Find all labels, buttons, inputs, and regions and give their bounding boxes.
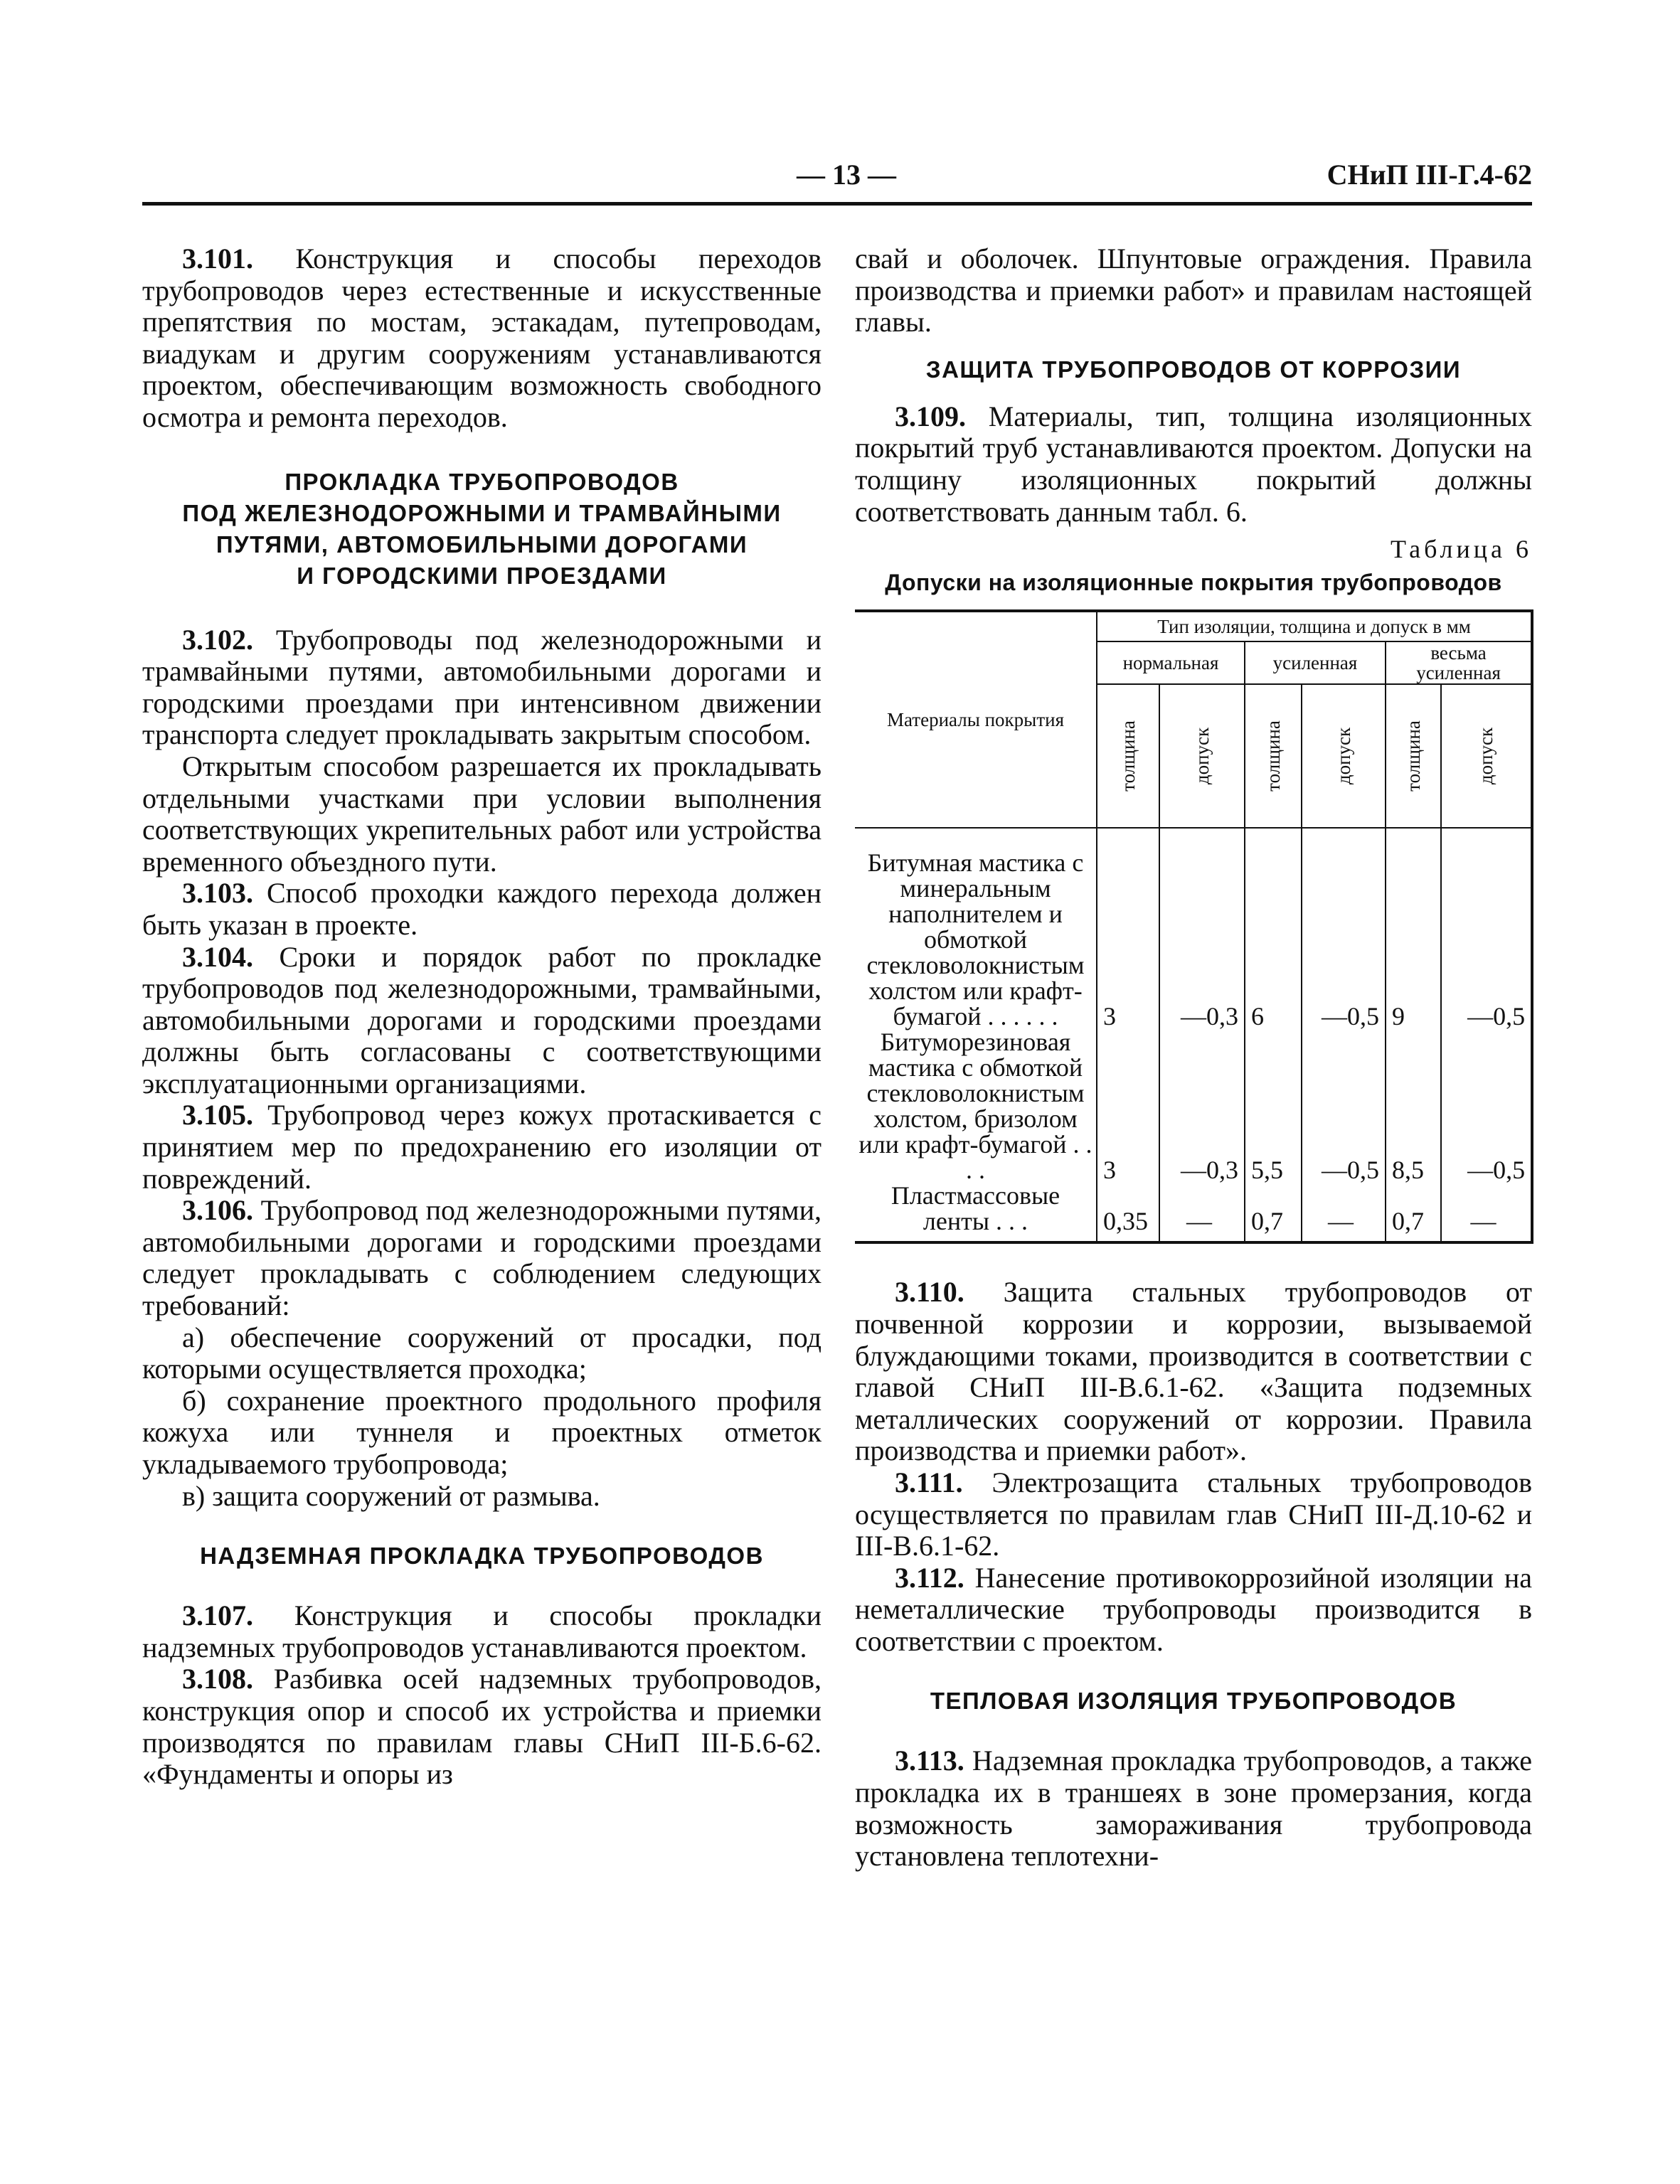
clause-number: 3.105.: [182, 1099, 253, 1131]
clause-number: 3.104.: [182, 940, 253, 973]
document-code: СНиП III-Г.4-62: [1327, 159, 1532, 191]
thickness-cell: 3: [1097, 850, 1159, 1029]
table-title: Допуски на изоляционные покрытия трубопроводов: [885, 569, 1502, 595]
tolerance-cell: —0,5: [1441, 1029, 1532, 1183]
paragraph-3-111: [855, 1467, 1532, 1562]
material-column-header: Материалы покрытия: [855, 611, 1097, 828]
clause-number: 3.101.: [182, 243, 253, 275]
clause-number: 3.111.: [895, 1466, 963, 1498]
tolerance-table: [855, 609, 1533, 1244]
tolerance-cell: —: [1159, 1183, 1245, 1242]
paragraph-text: Надземная прокладка трубопроводов, а также прокладка их в траншеях в зоне промерзания, когда возможность замораживания трубопровода установлена теплотехни-: [855, 1744, 1532, 1873]
paragraph-3-105: [142, 1099, 822, 1195]
heading-line: ПУТЯМИ, АВТОМОБИЛЬНЫМИ ДОРОГАМИ: [216, 531, 748, 558]
list-item-c: в) защита сооружений от размыва.: [182, 1479, 600, 1512]
paragraph-3-102: [142, 624, 822, 751]
clause-number: 3.108.: [182, 1663, 253, 1695]
paragraph-3-108: [142, 1663, 822, 1790]
thickness-cell: 3: [1097, 1029, 1159, 1183]
paragraph-text: Конструкция и способы переходов трубопроводов через естественные и искусственные препятствия по мостам, эстакадам, путепроводам, виадукам и другим сооружениям устанавливаются проектом, обеспечивающим возможность свободного осмотра и ремонта переходов.: [142, 243, 822, 433]
paragraph-3-107: [142, 1600, 822, 1663]
clause-number: 3.102.: [182, 623, 253, 656]
header-rule: [142, 202, 1532, 206]
paragraph-text: Нанесение противокоррозийной изоляции на неметаллические трубопроводы производится в соответствии с проектом.: [855, 1561, 1532, 1657]
thickness-cell: 8,5: [1386, 1029, 1441, 1183]
tolerance-cell: —0,5: [1441, 850, 1532, 1029]
heading-line: И ГОРОДСКИМИ ПРОЕЗДАМИ: [297, 562, 667, 589]
table-row: [855, 1029, 1532, 1183]
clause-number: 3.112.: [895, 1561, 964, 1594]
type-reinforced-header: усиленная: [1245, 641, 1386, 684]
section-heading-aboveground: НАДЗЕМНАЯ ПРОКЛАДКА ТРУБОПРОВОДОВ: [200, 1543, 764, 1570]
clause-number: 3.106.: [182, 1194, 253, 1227]
paragraph-3-103: [142, 878, 822, 941]
material-cell: Битуморезиновая мастика с обмоткой стекловолокнистым холстом, бризолом или крафт-бумагой . . . .: [855, 1029, 1097, 1183]
page-number: — 13 —: [797, 159, 896, 191]
tolerance-header: допуск: [1159, 684, 1245, 828]
paragraph-text: Материалы, тип, толщина изоляционных покрытий труб устанавливаются проектом. Допуски на толщину изоляционных покрытий должны соответствовать данным табл. 6.: [855, 400, 1532, 528]
clause-number: 3.109.: [895, 400, 966, 432]
paragraph-3-108-cont: свай и оболочек. Шпунтовые ограждения. Правила производства и приемки работ» и правилам настоящей главы.: [855, 243, 1532, 339]
left-column: [142, 243, 822, 1791]
section-heading-crossings: [142, 467, 822, 592]
tolerance-cell: —: [1441, 1183, 1532, 1242]
thickness-cell: 9: [1386, 850, 1441, 1029]
thickness-header: толщина: [1245, 684, 1302, 828]
paragraph-text: Трубопроводы под железнодорожными и трамвайными путями, автомобильными дорогами и городскими проездами при интенсивном движении транспорта следует прокладывать закрытым способом.: [142, 623, 822, 751]
insulation-type-header: Тип изоляции, толщина и допуск в мм: [1097, 611, 1532, 641]
list-item-b: б) сохранение проектного продольного профиля кожуха или туннеля и проектных отметок укладываемого трубопровода;: [142, 1384, 822, 1480]
type-normal-header: нормальная: [1097, 641, 1245, 684]
heading-line: ПРОКЛАДКА ТРУБОПРОВОДОВ: [285, 468, 679, 495]
clause-number: 3.107.: [182, 1599, 253, 1632]
paragraph-text: Конструкция и способы прокладки надземных трубопроводов устанавливаются проектом.: [142, 1599, 822, 1663]
right-column: [855, 243, 1532, 1873]
tolerance-header: допуск: [1302, 684, 1386, 828]
paragraph-3-109: [855, 401, 1532, 528]
section-heading-thermal: ТЕПЛОВАЯ ИЗОЛЯЦИЯ ТРУБОПРОВОДОВ: [930, 1688, 1457, 1715]
tolerance-cell: —0,3: [1159, 850, 1245, 1029]
thickness-header: толщина: [1386, 684, 1441, 828]
paragraph-3-102-cont: Открытым способом разрешается их прокладывать отдельными участками при условии выполнения соответствующих укрепительных работ или устройства временного объездного пути.: [142, 750, 822, 878]
list-item-a: а) обеспечение сооружений от просадки, под которыми осуществляется проходка;: [142, 1321, 822, 1385]
paragraph-text: Способ проходки каждого перехода должен быть указан в проекте.: [142, 877, 822, 941]
thickness-cell: 6: [1245, 850, 1302, 1029]
tolerance-cell: —0,3: [1159, 1029, 1245, 1183]
thickness-cell: 0,7: [1386, 1183, 1441, 1242]
paragraph-text: Разбивка осей надземных трубопроводов, конструкция опор и способ их устройства и приемки производятся по правилам главы СНиП III-Б.6-62. «Фундаменты и опоры из: [142, 1663, 822, 1791]
clause-number: 3.110.: [895, 1276, 964, 1309]
thickness-header: толщина: [1097, 684, 1159, 828]
clause-number: 3.103.: [182, 877, 253, 910]
tolerance-cell: —0,5: [1302, 850, 1386, 1029]
section-heading-corrosion: ЗАЩИТА ТРУБОПРОВОДОВ ОТ КОРРОЗИИ: [925, 356, 1462, 383]
paragraph-3-106: [142, 1195, 822, 1321]
heading-line: ПОД ЖЕЛЕЗНОДОРОЖНЫМИ И ТРАМВАЙНЫМИ: [182, 499, 782, 526]
paragraph-3-101: [142, 243, 822, 434]
paragraph-text: Трубопровод через кожух протаскивается с принятием мер по предохранению его изоляции от повреждений.: [142, 1099, 822, 1195]
paragraph-3-110: [855, 1277, 1532, 1467]
thickness-cell: 0,7: [1245, 1183, 1302, 1242]
paragraph-text: Сроки и порядок работ по прокладке трубопроводов под железнодорожными, трамвайными, автомобильными дорогами и городскими проездами должны быть согласованы с соответствующими эксплуатационными организациями.: [142, 940, 822, 1099]
paragraph-text: Электрозащита стальных трубопроводов осуществляется по правилам глав СНиП III-Д.10-62 и III-В.6.1-62.: [855, 1466, 1532, 1562]
paragraph-3-104: [142, 942, 822, 1100]
table-caption: Таблица 6: [1391, 535, 1532, 564]
type-very-reinforced-header: весьма усиленная: [1386, 641, 1532, 684]
paragraph-text: Трубопровод под железнодорожными путями, автомобильными дорогами и городскими проездами следует прокладывать с соблюдением следующих требований:: [142, 1194, 822, 1322]
tolerance-cell: —: [1302, 1183, 1386, 1242]
thickness-cell: 0,35: [1097, 1183, 1159, 1242]
clause-number: 3.113.: [895, 1744, 964, 1777]
paragraph-text: Защита стальных трубопроводов от почвенной коррозии и коррозии, вызываемой блуждающими токами, производится в соответствии с главой СНиП III-В.6.1-62. «Защита подземных металлических сооружений от коррозии. Правила производства и приемки работ».: [855, 1276, 1532, 1467]
page-header: [142, 158, 1532, 199]
material-cell: Битумная мастика с минеральным наполнителем и обмоткой стекловолокнистым холстом или крафт-бумагой . . . . . .: [855, 850, 1097, 1029]
paragraph-3-112: [855, 1562, 1532, 1658]
tolerance-header: допуск: [1441, 684, 1532, 828]
table-row: [855, 1183, 1532, 1242]
tolerance-cell: —0,5: [1302, 1029, 1386, 1183]
material-cell: Пластмассовые ленты . . .: [855, 1183, 1097, 1242]
thickness-cell: 5,5: [1245, 1029, 1302, 1183]
table-row: [855, 850, 1532, 1029]
paragraph-3-113: [855, 1745, 1532, 1872]
